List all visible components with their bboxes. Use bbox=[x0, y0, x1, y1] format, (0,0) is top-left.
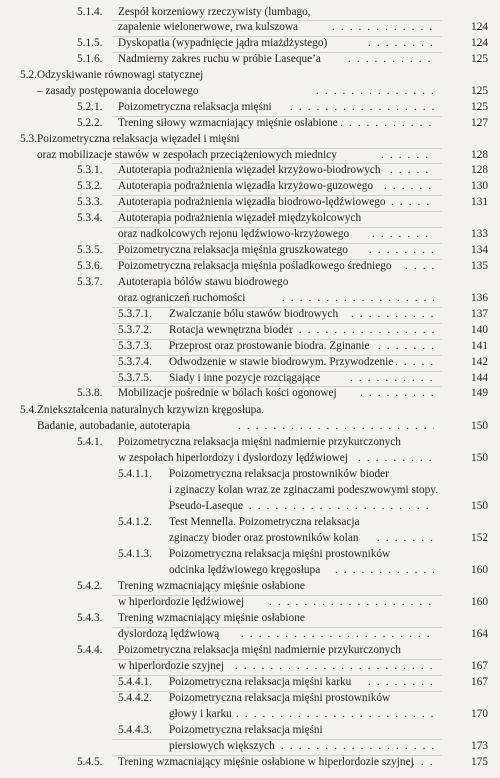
toc-leader-dots bbox=[281, 740, 434, 753]
toc-entry-title: Odwodzenie w stawie biodrowym. Przywodzenie bbox=[169, 356, 394, 368]
toc-entry-number: 5.3.6. bbox=[77, 260, 103, 272]
toc-entry-title: Przeprost oraz prostowanie biodra. Zginanie bbox=[169, 340, 370, 352]
toc-page-number: 173 bbox=[471, 740, 488, 752]
toc-entry-number: 5.3.7.4. bbox=[118, 356, 152, 368]
toc-entry bbox=[0, 612, 500, 625]
toc-leader-dots bbox=[358, 452, 434, 465]
row-separator bbox=[112, 691, 442, 692]
toc-page-number: 175 bbox=[471, 756, 488, 768]
toc-entry-number: 5.4.4.1. bbox=[118, 676, 152, 688]
toc-page-number: 141 bbox=[471, 340, 488, 352]
row-separator bbox=[112, 371, 442, 372]
toc-entry-title: Autoterapia podrażnienia więzadła krzyżowo-guzowego bbox=[118, 180, 374, 192]
toc-entry bbox=[0, 196, 500, 209]
toc-page-number: 167 bbox=[471, 660, 488, 672]
toc-entry-title: Autoterapia podrażnienia więzadła biodrowo-lędźwiowego bbox=[118, 196, 386, 208]
toc-entry-number: 5.4.1.3. bbox=[118, 548, 152, 560]
row-separator bbox=[112, 323, 442, 324]
toc-page-number: 144 bbox=[471, 372, 488, 384]
toc-entry bbox=[0, 149, 500, 162]
toc-entry-title: Siady i inne pozycje rozciągające bbox=[169, 372, 321, 384]
toc-leader-dots bbox=[390, 164, 434, 177]
toc-entry bbox=[0, 452, 500, 465]
toc-entry-title: zapalenie wielonerwowe, rwa kulszowa bbox=[118, 21, 299, 33]
toc-entry bbox=[0, 740, 500, 753]
toc-entry-title: piersiowych większych bbox=[169, 740, 275, 752]
toc-page-number: 131 bbox=[471, 196, 488, 208]
toc-entry bbox=[0, 580, 500, 593]
toc-leader-dots bbox=[335, 564, 434, 577]
toc-leader-dots bbox=[236, 708, 434, 721]
toc-entry-title: Poizometryczna relaksacja mięśni bbox=[169, 724, 323, 736]
row-separator bbox=[112, 386, 442, 387]
toc-entry-number: 5.3.4. bbox=[77, 212, 103, 224]
toc-page-number: 160 bbox=[471, 596, 488, 608]
toc-page-number: 128 bbox=[471, 164, 488, 176]
toc-entry-title: zginaczy bioder oraz prostowników kolan bbox=[169, 532, 359, 544]
toc-entry-number: 5.4. bbox=[20, 404, 37, 416]
toc-entry bbox=[0, 676, 500, 689]
toc-entry-number: 5.4.3. bbox=[77, 612, 103, 624]
toc-entry-title: oraz ograniczeń ruchomości bbox=[118, 292, 246, 304]
toc-entry bbox=[0, 260, 500, 273]
toc-leader-dots bbox=[405, 260, 436, 273]
toc-entry bbox=[0, 37, 500, 50]
toc-entry-number: 5.4.1. bbox=[77, 436, 103, 448]
toc-entry-title: głowy i karku bbox=[169, 708, 232, 720]
toc-entry-number: 5.4.1.1. bbox=[118, 468, 152, 480]
toc-entry-title: i zginaczy kolan wraz ze zginaczami podeszwowymi stopy. bbox=[169, 484, 439, 496]
row-separator bbox=[112, 36, 442, 37]
toc-page-number: 170 bbox=[471, 708, 488, 720]
toc-entry-title: Poizometryczna relaksacja mięśnia pośladkowego średniego bbox=[118, 260, 392, 272]
toc-leader-dots bbox=[377, 532, 434, 545]
toc-entry bbox=[0, 484, 500, 497]
toc-entry-title: – zasady postępowania docelowego bbox=[37, 85, 199, 97]
toc-leader-dots bbox=[238, 420, 434, 433]
toc-entry-title: Poizometryczna relaksacja więzadeł i mięśni bbox=[37, 133, 240, 145]
toc-leader-dots bbox=[340, 117, 434, 130]
toc-entry bbox=[0, 644, 500, 657]
toc-page-number: 124 bbox=[471, 37, 488, 49]
row-separator bbox=[112, 739, 442, 740]
toc-entry-title: dyslordozą lędźwiową bbox=[118, 628, 220, 640]
toc-page-number: 127 bbox=[471, 117, 488, 129]
toc-entry-title: Zespół korzeniowy rzeczywisty (lumbago, bbox=[118, 6, 311, 18]
toc-entry-title: Badanie, autobadanie, autoterapia bbox=[37, 420, 191, 432]
toc-entry bbox=[0, 292, 500, 305]
toc-entry bbox=[0, 244, 500, 257]
toc-entry bbox=[0, 500, 500, 513]
toc-entry-title: Poizometryczna relaksacja prostowników bioder bbox=[169, 468, 389, 480]
toc-entry bbox=[0, 708, 500, 721]
toc-entry-title: Poizometryczna relaksacja mięśni prostowników bbox=[169, 548, 391, 560]
toc-entry-title: w zespołach hiperlordozy i dyslordozy lędźwiowej bbox=[118, 452, 348, 464]
toc-leader-dots bbox=[282, 292, 434, 305]
toc-page-number: 128 bbox=[471, 149, 488, 161]
toc-page-number: 152 bbox=[471, 532, 488, 544]
toc-entry bbox=[0, 101, 500, 114]
toc-entry-title: oraz mobilizacje stawów w zespołach przeciążeniowych miednicy bbox=[37, 149, 337, 161]
toc-page-number: 150 bbox=[471, 420, 488, 432]
row-separator bbox=[112, 116, 442, 117]
toc-entry bbox=[0, 372, 500, 385]
toc-entry-title: Poizometryczna relaksacja mięśni nadmiernie przykurczonych bbox=[118, 436, 401, 448]
toc-leader-dots bbox=[378, 340, 434, 353]
toc-entry-title: oraz nadkolcowych rejonu lędźwiowo-krzyżowego bbox=[118, 228, 350, 240]
toc-entry-title: Trening siłowy wzmacniający mięśnie osłabione bbox=[118, 117, 338, 129]
row-separator bbox=[112, 339, 442, 340]
toc-page-number: 167 bbox=[471, 676, 488, 688]
toc-entry-title: Poizometryczna relaksacja mięśnia gruszkowatego bbox=[118, 244, 348, 256]
row-separator bbox=[112, 163, 442, 164]
row-separator bbox=[112, 179, 442, 180]
toc-entry-number: 5.3.2. bbox=[77, 180, 103, 192]
toc-entry bbox=[0, 596, 500, 609]
toc-leader-dots bbox=[351, 308, 434, 321]
toc-entry-title: Poizometryczna relaksacja mięśni bbox=[118, 101, 272, 113]
toc-entry bbox=[0, 628, 500, 641]
toc-entry bbox=[0, 308, 500, 321]
toc-entry-number: 5.3.7. bbox=[77, 276, 103, 288]
toc-leader-dots bbox=[332, 21, 434, 34]
toc-leader-dots bbox=[368, 37, 434, 50]
row-separator bbox=[112, 211, 442, 212]
toc-entry-number: 5.4.2. bbox=[77, 580, 103, 592]
toc-entry-title: Autoterapia podrażnienia więzadeł międzykolcowych bbox=[118, 212, 362, 224]
toc-leader-dots bbox=[241, 628, 434, 641]
toc-entry-number: 5.1.4. bbox=[77, 6, 103, 18]
toc-entry-number: 5.3.1. bbox=[77, 164, 103, 176]
toc-page-number: 164 bbox=[471, 628, 488, 640]
toc-entry-title: odcinka lędźwiowego kręgosłupa bbox=[169, 564, 321, 576]
toc-leader-dots bbox=[235, 660, 434, 673]
toc-page-number: 137 bbox=[471, 308, 488, 320]
toc-entry-title: Mobilizacje pośrednie w bólach kości ogonowej bbox=[118, 387, 337, 399]
toc-entry-title: Rotacja wewnętrzna bioder bbox=[169, 324, 293, 336]
toc-entry-title: Odzyskiwanie równowagi statycznej bbox=[37, 69, 204, 81]
toc-page-number: 142 bbox=[471, 356, 488, 368]
toc-entry-number: 5.3.7.5. bbox=[118, 372, 152, 384]
toc-leader-dots bbox=[369, 244, 434, 257]
toc-entry-title: Trening wzmacniający mięśnie osłabione w hiperlordozie szyjnej bbox=[118, 756, 414, 768]
toc-page-number: 140 bbox=[471, 324, 488, 336]
toc-entry bbox=[0, 387, 500, 400]
toc-page-number: 150 bbox=[471, 452, 488, 464]
toc-entry-number: 5.2.2. bbox=[77, 117, 103, 129]
toc-page-number: 124 bbox=[471, 21, 488, 33]
toc-entry-title: Dyskopatia (wypadnięcie jądra miażdżystego) bbox=[118, 37, 328, 49]
toc-entry-number: 5.2. bbox=[20, 69, 37, 81]
row-separator bbox=[112, 627, 442, 628]
toc-entry-number: 5.1.5. bbox=[77, 37, 103, 49]
row-separator bbox=[112, 227, 442, 228]
toc-leader-dots bbox=[240, 500, 434, 513]
toc-leader-dots bbox=[360, 387, 434, 400]
row-separator bbox=[112, 148, 442, 149]
toc-leader-dots bbox=[290, 101, 434, 114]
toc-page-number: 125 bbox=[471, 101, 488, 113]
toc-leader-dots bbox=[269, 596, 434, 609]
toc-entry-number: 5.1.6. bbox=[77, 53, 103, 65]
toc-entry bbox=[0, 228, 500, 241]
row-separator bbox=[112, 259, 442, 260]
toc-entry bbox=[0, 340, 500, 353]
toc-entry bbox=[0, 133, 500, 146]
toc-entry-number: 5.3. bbox=[20, 133, 37, 145]
toc-entry bbox=[0, 85, 500, 98]
toc-entry-title: Poizometryczna relaksacja mięśni nadmiernie przykurczonych bbox=[118, 644, 401, 656]
toc-entry bbox=[0, 756, 500, 769]
toc-entry bbox=[0, 164, 500, 177]
row-separator bbox=[112, 20, 442, 21]
toc-entry bbox=[0, 21, 500, 34]
toc-entry-number: 5.2.1. bbox=[77, 101, 103, 113]
row-separator bbox=[112, 675, 442, 676]
row-separator bbox=[112, 307, 442, 308]
toc-entry bbox=[0, 356, 500, 369]
row-separator bbox=[112, 52, 442, 53]
toc-entry bbox=[0, 468, 500, 481]
toc-page-number: 136 bbox=[471, 292, 488, 304]
toc-page-number: 125 bbox=[471, 53, 488, 65]
toc-leader-dots bbox=[368, 676, 434, 689]
toc-leader-dots bbox=[350, 372, 434, 385]
toc-entry bbox=[0, 276, 500, 289]
toc-entry bbox=[0, 212, 500, 225]
toc-leader-dots bbox=[290, 324, 434, 337]
toc-entry bbox=[0, 180, 500, 193]
row-separator bbox=[112, 659, 442, 660]
toc-entry-number: 5.3.7.2. bbox=[118, 324, 152, 336]
toc-leader-dots bbox=[381, 149, 434, 162]
toc-entry-number: 5.4.4.3. bbox=[118, 724, 152, 736]
toc-page-number: 134 bbox=[471, 244, 488, 256]
toc-page-number: 160 bbox=[471, 564, 488, 576]
row-separator bbox=[112, 595, 442, 596]
toc-entry-title: Autoterapia podrażnienia więzadeł krzyżowo-biodrowych bbox=[118, 164, 381, 176]
toc-entry-title: Zwalczanie bólu stawów biodrowych bbox=[169, 308, 339, 320]
toc-entry bbox=[0, 548, 500, 561]
toc-leader-dots bbox=[391, 196, 434, 209]
toc-entry bbox=[0, 324, 500, 337]
toc-leader-dots bbox=[316, 85, 434, 98]
toc-leader-dots bbox=[384, 180, 434, 193]
toc-leader-dots bbox=[372, 228, 434, 241]
row-separator bbox=[112, 355, 442, 356]
toc-entry-title: Zniekształcenia naturalnych krzywizn kręgosłupa. bbox=[37, 404, 265, 416]
toc-entry-number: 5.3.5. bbox=[77, 244, 103, 256]
toc-entry bbox=[0, 516, 500, 529]
toc-entry bbox=[0, 564, 500, 577]
toc-entry-number: 5.4.1.2. bbox=[118, 516, 152, 528]
toc-entry-title: Poizometryczna relaksacja mięśni karku bbox=[169, 676, 352, 688]
toc-entry-number: 5.3.3. bbox=[77, 196, 103, 208]
toc-entry-title: Test Mennella. Poizometryczna relaksacja bbox=[169, 516, 360, 528]
toc-entry-title: w hiperlordozie lędźwiowej bbox=[118, 596, 245, 608]
toc-entry bbox=[0, 660, 500, 673]
toc-entry-title: Pseudo-Laseque bbox=[169, 500, 244, 512]
row-separator bbox=[112, 755, 442, 756]
toc-entry-number: 5.4.5. bbox=[77, 756, 103, 768]
toc-entry-title: Poizometryczna relaksacja mięśni prostowników bbox=[169, 692, 391, 704]
toc-entry bbox=[0, 53, 500, 66]
toc-entry-number: 5.3.7.3. bbox=[118, 340, 152, 352]
toc-entry bbox=[0, 420, 500, 433]
toc-entry-number: 5.4.4.2. bbox=[118, 692, 152, 704]
toc-entry-title: Trening wzmacniający mięśnie osłabione bbox=[118, 580, 305, 592]
toc-entry bbox=[0, 724, 500, 737]
toc-leader-dots bbox=[412, 756, 438, 769]
toc-entry-number: 5.3.7.1. bbox=[118, 308, 152, 320]
toc-entry-number: 5.4.4. bbox=[77, 644, 103, 656]
toc-leader-dots bbox=[395, 356, 434, 369]
toc-entry bbox=[0, 436, 500, 449]
toc-entry-title: w hiperlordozie szyjnej bbox=[118, 660, 225, 672]
toc-page-number: 125 bbox=[471, 85, 488, 97]
toc-entry bbox=[0, 692, 500, 705]
toc-page-number: 150 bbox=[471, 500, 488, 512]
toc-page-number: 130 bbox=[471, 180, 488, 192]
row-separator bbox=[112, 243, 442, 244]
toc-entry-title: Autoterapia bólów stawu biodrowego bbox=[118, 276, 289, 288]
toc-entry bbox=[0, 69, 500, 82]
toc-leader-dots bbox=[348, 53, 434, 66]
toc-entry-title: Nadmierny zakres ruchu w próbie Laseque’a bbox=[118, 53, 321, 65]
toc-entry-number: 5.3.8. bbox=[77, 387, 103, 399]
toc-page-number: 133 bbox=[471, 228, 488, 240]
toc-entry bbox=[0, 6, 500, 19]
toc-entry bbox=[0, 532, 500, 545]
toc-entry bbox=[0, 117, 500, 130]
toc-entry-title: Trening wzmacniający mięśnie osłabione bbox=[118, 612, 305, 624]
toc-page-number: 149 bbox=[471, 387, 488, 399]
row-separator bbox=[112, 195, 442, 196]
toc-page-number: 135 bbox=[471, 260, 488, 272]
toc-entry bbox=[0, 404, 500, 417]
